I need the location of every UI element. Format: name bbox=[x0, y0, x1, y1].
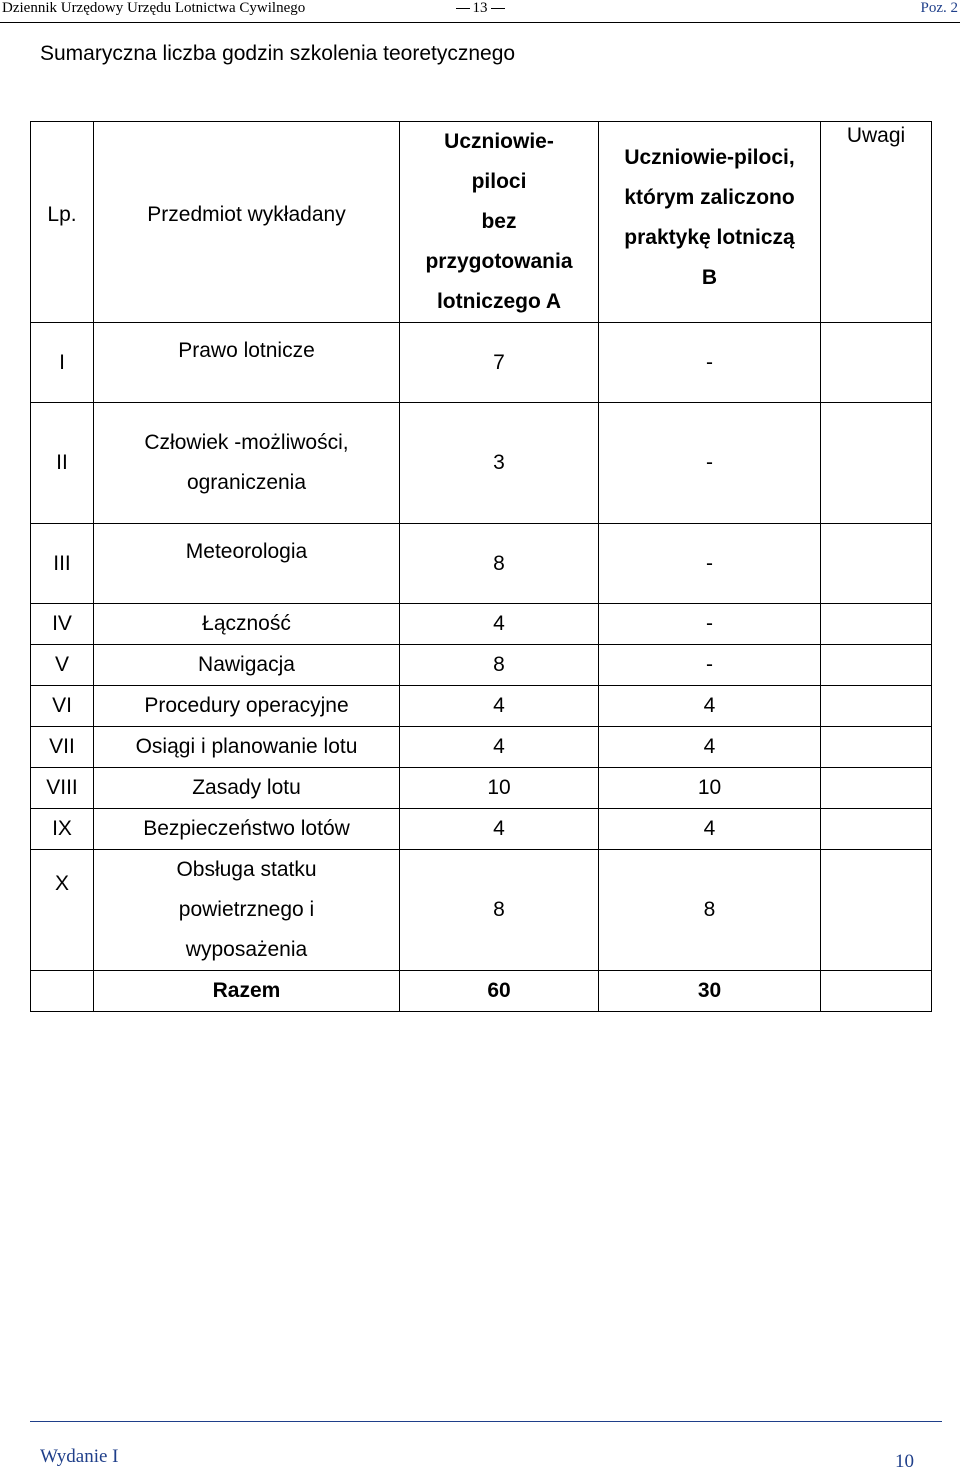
table-row bbox=[31, 604, 932, 645]
col-header-subject: Przedmiot wykładany bbox=[94, 122, 400, 323]
table-row bbox=[31, 686, 932, 727]
footer-page-number: 10 bbox=[895, 1451, 914, 1472]
row-subject: Bezpieczeństwo lotów bbox=[94, 809, 400, 850]
row-lp: V bbox=[31, 645, 94, 686]
row-hours-a: 8 bbox=[400, 645, 599, 686]
row-hours-b: 4 bbox=[599, 686, 821, 727]
table-total-row bbox=[31, 971, 932, 1012]
row-hours-b: 10 bbox=[599, 768, 821, 809]
table-row bbox=[31, 403, 932, 524]
row-remarks bbox=[821, 768, 932, 809]
footer-divider bbox=[30, 1421, 942, 1422]
page-title: Sumaryczna liczba godzin szkolenia teoretycznego bbox=[40, 42, 516, 65]
row-subject bbox=[94, 524, 400, 604]
row-hours-b: 4 bbox=[599, 727, 821, 768]
row-hours-b: 4 bbox=[599, 809, 821, 850]
col-header-b-line: praktykę lotniczą bbox=[624, 226, 795, 249]
col-header-a-line: piloci bbox=[471, 170, 527, 193]
row-remarks bbox=[821, 686, 932, 727]
table-row bbox=[31, 323, 932, 403]
row-hours-b: - bbox=[599, 403, 821, 524]
col-header-lp: Lp. bbox=[31, 122, 94, 323]
table-row bbox=[31, 850, 932, 971]
row-remarks bbox=[821, 809, 932, 850]
row-lp: X bbox=[31, 850, 94, 971]
header-page-number-text: 13 bbox=[472, 0, 488, 16]
row-lp: VII bbox=[31, 727, 94, 768]
col-header-b-line: B bbox=[701, 266, 718, 289]
col-header-a-line: bez bbox=[481, 210, 517, 233]
table-row bbox=[31, 645, 932, 686]
total-remarks bbox=[821, 971, 932, 1012]
row-subject-text: Meteorologia bbox=[185, 539, 308, 563]
row-subject: Łączność bbox=[94, 604, 400, 645]
row-hours-a: 4 bbox=[400, 809, 599, 850]
row-hours-b: - bbox=[599, 323, 821, 403]
row-subject: Nawigacja bbox=[94, 645, 400, 686]
row-subject: Zasady lotu bbox=[94, 768, 400, 809]
col-header-a-line: lotniczego A bbox=[436, 290, 562, 313]
position-label: Poz. 2 bbox=[920, 0, 958, 16]
footer-edition: Wydanie I bbox=[40, 1446, 119, 1467]
row-subject: Procedury operacyjne bbox=[94, 686, 400, 727]
col-header-a bbox=[400, 122, 599, 323]
row-remarks bbox=[821, 727, 932, 768]
dash-left bbox=[456, 8, 470, 9]
col-header-b bbox=[599, 122, 821, 323]
row-subject-line: wyposażenia bbox=[185, 938, 308, 961]
training-hours-table bbox=[30, 121, 932, 1012]
row-lp: IV bbox=[31, 604, 94, 645]
row-remarks bbox=[821, 604, 932, 645]
row-subject bbox=[94, 850, 400, 971]
dash-right bbox=[491, 8, 505, 9]
table-row bbox=[31, 768, 932, 809]
row-lp: VIII bbox=[31, 768, 94, 809]
row-lp: II bbox=[31, 403, 94, 524]
row-hours-a: 3 bbox=[400, 403, 599, 524]
row-hours-a: 4 bbox=[400, 604, 599, 645]
row-remarks bbox=[821, 645, 932, 686]
col-header-remarks: Uwagi bbox=[821, 122, 932, 323]
table-row bbox=[31, 524, 932, 604]
row-lp: IX bbox=[31, 809, 94, 850]
col-header-b-line: którym zaliczono bbox=[624, 186, 795, 209]
total-lp bbox=[31, 971, 94, 1012]
table-row bbox=[31, 809, 932, 850]
col-header-a-line: Uczniowie- bbox=[444, 130, 554, 153]
total-hours-a: 60 bbox=[400, 971, 599, 1012]
row-hours-b: - bbox=[599, 604, 821, 645]
row-lp: VI bbox=[31, 686, 94, 727]
row-remarks bbox=[821, 850, 932, 971]
row-subject: Osiągi i planowanie lotu bbox=[94, 727, 400, 768]
col-header-a-line: przygotowania bbox=[425, 250, 573, 273]
row-hours-a: 4 bbox=[400, 727, 599, 768]
table-header-row bbox=[31, 122, 932, 323]
row-hours-b: - bbox=[599, 524, 821, 604]
row-subject-line: Człowiek -możliwości, bbox=[144, 431, 349, 454]
table-row bbox=[31, 727, 932, 768]
row-subject-text: Prawo lotnicze bbox=[178, 338, 315, 362]
journal-name: Dziennik Urzędowy Urzędu Lotnictwa Cywilnego bbox=[2, 0, 306, 16]
row-subject-line: ograniczenia bbox=[186, 471, 307, 494]
row-hours-a: 8 bbox=[400, 850, 599, 971]
row-lp: I bbox=[31, 323, 94, 403]
row-subject bbox=[94, 403, 400, 524]
page-header bbox=[0, 0, 960, 23]
row-remarks bbox=[821, 524, 932, 604]
row-hours-a: 8 bbox=[400, 524, 599, 604]
row-hours-a: 4 bbox=[400, 686, 599, 727]
row-hours-b: 8 bbox=[599, 850, 821, 971]
total-label: Razem bbox=[94, 971, 400, 1012]
row-subject bbox=[94, 323, 400, 403]
col-header-b-line: Uczniowie-piloci, bbox=[624, 146, 795, 169]
row-hours-b: - bbox=[599, 645, 821, 686]
row-remarks bbox=[821, 323, 932, 403]
row-hours-a: 10 bbox=[400, 768, 599, 809]
total-hours-b: 30 bbox=[599, 971, 821, 1012]
row-hours-a: 7 bbox=[400, 323, 599, 403]
header-page-number bbox=[430, 0, 530, 16]
row-lp: III bbox=[31, 524, 94, 604]
row-remarks bbox=[821, 403, 932, 524]
row-subject-line: powietrznego i bbox=[178, 898, 315, 921]
row-subject-line: Obsługa statku bbox=[176, 858, 317, 881]
